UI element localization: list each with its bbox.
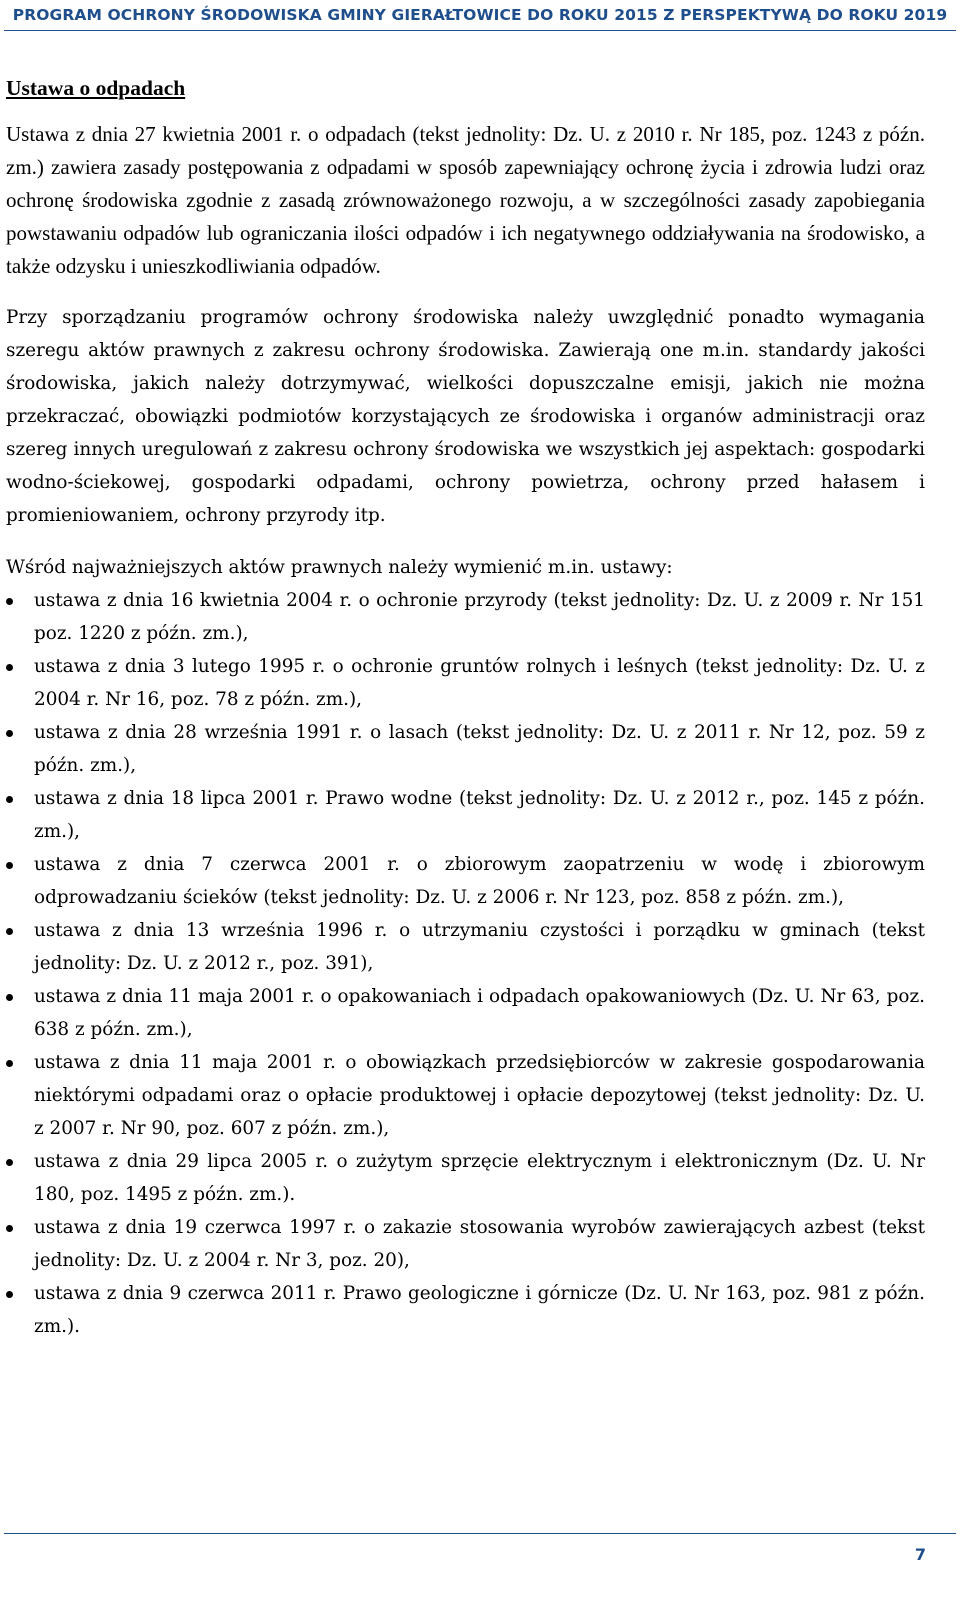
bullet-icon [6, 730, 13, 737]
list-item [6, 1211, 925, 1277]
section-title: Ustawa o odpadach [6, 76, 186, 100]
bullet-icon [6, 928, 13, 935]
header-rule [4, 30, 956, 31]
list-item-text: ustawa z dnia 28 września 1991 r. o lasach (tekst jednolity: Dz. U. z 2011 r. Nr 12, poz. 59 z późn. zm.), [34, 722, 925, 776]
list-item [6, 1277, 925, 1343]
bullet-icon [6, 1060, 13, 1067]
bullet-icon [6, 664, 13, 671]
legal-acts-list [6, 584, 925, 1343]
list-item [6, 1145, 925, 1211]
list-item [6, 1046, 925, 1145]
list-item-text: ustawa z dnia 18 lipca 2001 r. Prawo wodne (tekst jednolity: Dz. U. z 2012 r., poz. 145 z późn. zm.), [34, 788, 925, 842]
list-item [6, 980, 925, 1046]
list-item-text: ustawa z dnia 9 czerwca 2011 r. Prawo geologiczne i górnicze (Dz. U. Nr 163, poz. 981 z późn. zm.). [34, 1283, 925, 1337]
bullet-icon [6, 994, 13, 1001]
list-item-text: ustawa z dnia 11 maja 2001 r. o opakowaniach i odpadach opakowaniowych (Dz. U. Nr 63, poz. 638 z późn. zm.), [34, 986, 925, 1040]
list-item-text: ustawa z dnia 11 maja 2001 r. o obowiązkach przedsiębiorców w zakresie gospodarowania niektórymi odpadami oraz o opłacie produktowej i opłacie depozytowej (tekst jednolity: Dz. U. z 2007 r. Nr 90, poz. 607 z późn. zm.), [34, 1052, 925, 1139]
list-item-text: ustawa z dnia 13 września 1996 r. o utrzymaniu czystości i porządku w gminach (tekst jednolity: Dz. U. z 2012 r., poz. 391), [34, 920, 925, 974]
bullet-icon [6, 796, 13, 803]
bullet-icon [6, 598, 13, 605]
bullet-icon [6, 1225, 13, 1232]
list-item-text: ustawa z dnia 19 czerwca 1997 r. o zakazie stosowania wyrobów zawierających azbest (tekst jednolity: Dz. U. z 2004 r. Nr 3, poz. 20), [34, 1217, 925, 1271]
list-item-text: ustawa z dnia 29 lipca 2005 r. o zużytym sprzęcie elektrycznym i elektronicznym (Dz. U. Nr 180, poz. 1495 z późn. zm.). [34, 1151, 925, 1205]
paragraph-requirements: Przy sporządzaniu programów ochrony środowiska należy uwzględnić ponadto wymagania szeregu aktów prawnych z zakresu ochrony środowiska. Zawierają one m.in. standardy jakości środowiska, jakich należy dotrzymywać, wielkości dopuszczalne emisji, jakich nie można przekraczać, obowiązki podmiotów korzystających ze środowiska i organów administracji oraz szereg innych uregulowań z zakresu ochrony środowiska we wszystkich jej aspektach: gospodarki wodno-ściekowej, gospodarki odpadami, ochrony powietrza, ochrony przed hałasem i promieniowaniem, ochrony przyrody itp. [6, 307, 925, 526]
bullet-icon [6, 1159, 13, 1166]
paragraph-intro: Ustawa z dnia 27 kwietnia 2001 r. o odpadach (tekst jednolity: Dz. U. z 2010 r. Nr 185, poz. 1243 z późn. zm.) zawiera zasady postępowania z odpadami w sposób zapewniający ochronę życia i zdrowia ludzi oraz ochronę środowiska zgodnie z zasadą zrównoważonego rozwoju, a w szczególności zasady zapobiegania powstawaniu odpadów lub ograniczania ilości odpadów i ich negatywnego oddziaływania na środowisko, a także odzysku i unieszkodliwiania odpadów. [6, 122, 925, 278]
list-item-text: ustawa z dnia 16 kwietnia 2004 r. o ochronie przyrody (tekst jednolity: Dz. U. z 2009 r. Nr 151 poz. 1220 z późn. zm.), [34, 590, 925, 644]
list-item-text: ustawa z dnia 7 czerwca 2001 r. o zbiorowym zaopatrzeniu w wodę i zbiorowym odprowadzaniu ścieków (tekst jednolity: Dz. U. z 2006 r. Nr 123, poz. 858 z późn. zm.), [34, 854, 925, 908]
list-item [6, 716, 925, 782]
page-number: 7 [914, 1545, 926, 1564]
list-item [6, 914, 925, 980]
main-content [6, 72, 925, 1343]
list-item [6, 848, 925, 914]
footer-rule [4, 1533, 956, 1534]
list-item [6, 584, 925, 650]
bullet-icon [6, 1291, 13, 1298]
running-header: PROGRAM OCHRONY ŚRODOWISKA GMINY GIERAŁTOWICE DO ROKU 2015 Z PERSPEKTYWĄ DO ROKU 2019 [12, 6, 948, 24]
bullet-icon [6, 862, 13, 869]
paragraph-list-lead: Wśród najważniejszych aktów prawnych należy wymienić m.in. ustawy: [6, 557, 673, 578]
list-item-text: ustawa z dnia 3 lutego 1995 r. o ochronie gruntów rolnych i leśnych (tekst jednolity: Dz. U. z 2004 r. Nr 16, poz. 78 z późn. zm.), [34, 656, 925, 710]
list-item [6, 782, 925, 848]
list-item [6, 650, 925, 716]
